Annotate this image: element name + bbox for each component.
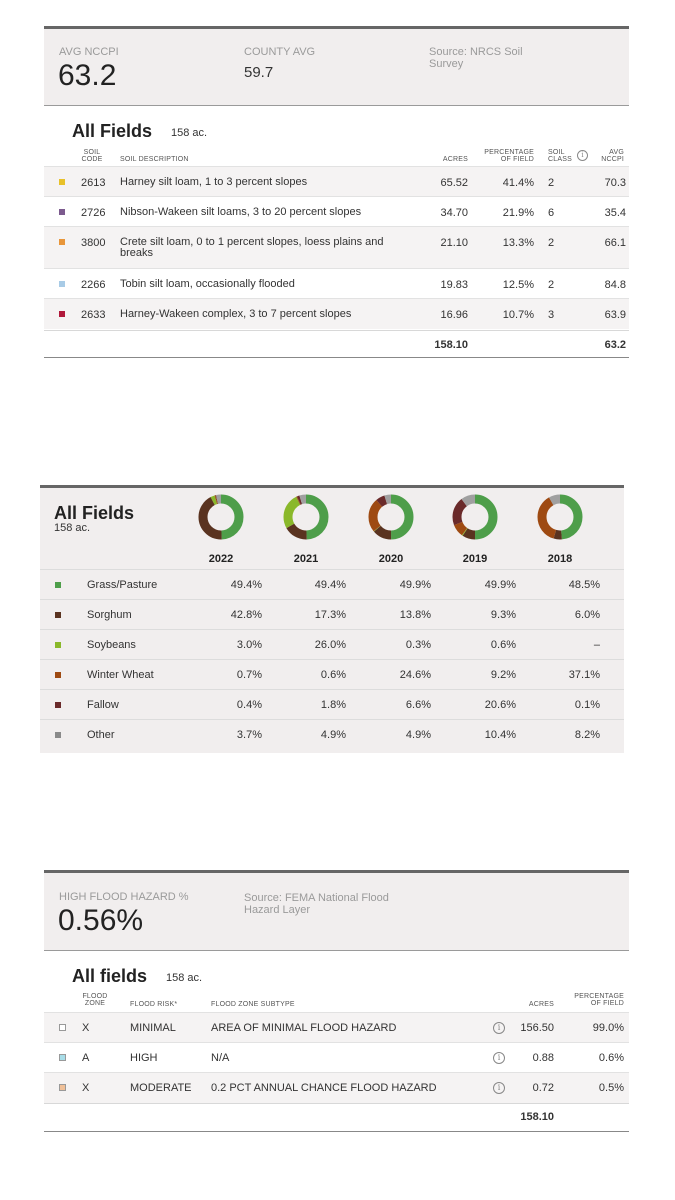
th-acres: ACRES [442,156,468,163]
soil-class: 2 [548,177,555,189]
crop-name: Grass/Pasture [87,579,158,591]
soil-source-text: Source: NRCS Soil Survey [429,46,523,70]
th-flood-acres: ACRES [528,1001,554,1008]
flood-risk: HIGH [130,1052,158,1064]
crop-value: 3.7% [236,729,262,741]
crop-value: 37.1% [568,669,600,681]
soil-color-swatch [59,239,65,245]
crop-value: 48.5% [568,579,600,591]
soil-description: Nibson-Wakeen silt loams, 3 to 20 percent slopes [120,206,362,218]
th-soil-class: SOIL CLASS [548,149,572,163]
soil-color-swatch [59,209,65,215]
crop-section-title: All Fields [54,503,135,523]
year-header: 2019 [462,553,488,565]
flood-acres: 0.88 [532,1052,554,1064]
soil-total-divider [44,330,629,331]
crop-value: 49.4% [314,579,346,591]
soil-code: 2266 [81,279,106,291]
flood-percentage: 0.6% [598,1052,624,1064]
th-flood-risk: FLOOD RISK* [130,1001,178,1008]
flood-subtype: 0.2 PCT ANNUAL CHANCE FLOOD HAZARD [211,1082,437,1094]
soil-avg-nccpi: 63.9 [604,309,626,321]
crop-row[interactable] [40,659,624,690]
flood-zone: A [82,1052,90,1064]
crop-row[interactable] [40,689,624,720]
soil-row[interactable] [44,268,629,299]
crop-color-swatch [55,612,61,618]
soil-acres: 19.83 [440,279,468,291]
avg-nccpi-label: AVG NCCPI [59,46,119,58]
flood-hazard-label: HIGH FLOOD HAZARD % [59,891,189,903]
year-header: 2021 [293,553,319,565]
crop-value: 49.9% [484,579,516,591]
flood-section-title: All fields [72,966,148,986]
soil-code: 3800 [81,237,106,249]
crop-value: 10.4% [484,729,516,741]
flood-total-acres: 158.10 [520,1111,554,1123]
crop-value: 4.9% [320,729,346,741]
soil-description: Harney silt loam, 1 to 3 percent slopes [120,176,308,188]
flood-total-divider [44,1103,629,1104]
flood-source-text: Source: FEMA National Flood Hazard Layer [244,892,389,916]
soil-total-acres: 158.10 [434,339,468,351]
crop-value: 42.8% [230,609,262,621]
avg-nccpi-value: 63.2 [58,59,117,92]
crop-history-panel [40,485,624,753]
flood-acres-label: 158 ac. [166,972,203,984]
crop-name: Other [87,729,115,741]
crop-name: Soybeans [87,639,136,651]
soil-row[interactable] [44,298,629,329]
soil-bottom-border [44,357,629,358]
soil-code: 2726 [81,207,106,219]
soil-avg-nccpi: 70.3 [604,177,626,189]
crop-value: 0.6% [320,669,346,681]
crop-value: 8.2% [574,729,600,741]
flood-acres: 0.72 [532,1082,554,1094]
donut-chart-2020[interactable] [367,493,415,541]
soil-acres: 16.96 [440,309,468,321]
soil-class: 6 [548,207,555,219]
soil-avg-nccpi: 35.4 [604,207,626,219]
soil-section-title: All Fields [72,121,153,141]
crop-color-swatch [55,732,61,738]
crop-row[interactable] [40,569,624,600]
soil-class: 3 [548,309,555,321]
crop-value: 1.8% [320,699,346,711]
soil-description: Crete silt loam, 0 to 1 percent slopes, loess plains and breaks [120,236,384,259]
th-avg-nccpi: AVG NCCPI [601,149,624,163]
flood-acres: 156.50 [520,1022,554,1034]
crop-value: 49.4% [230,579,262,591]
soil-color-swatch [59,311,65,317]
flood-row[interactable] [44,1012,629,1043]
soil-class-info-icon[interactable]: i [577,150,588,161]
donut-chart-2021[interactable] [282,493,330,541]
flood-risk: MINIMAL [130,1022,176,1034]
soil-color-swatch [59,179,65,185]
soil-percentage: 13.3% [502,237,534,249]
crop-value: 0.4% [236,699,262,711]
soil-code: 2613 [81,177,106,189]
crop-value: 20.6% [484,699,516,711]
crop-row[interactable] [40,599,624,630]
crop-value: 4.9% [405,729,431,741]
crop-value: 0.3% [405,639,431,651]
soil-acres: 21.10 [440,237,468,249]
soil-class: 2 [548,279,555,291]
soil-row[interactable] [44,196,629,227]
flood-panel [44,870,629,1123]
flood-hazard-value: 0.56% [58,904,144,937]
crop-value: – [593,639,600,651]
crop-row[interactable] [40,719,624,750]
donut-chart-2022[interactable] [197,493,245,541]
year-header: 2022 [208,553,234,565]
soil-percentage: 10.7% [502,309,534,321]
year-header: 2020 [378,553,404,565]
crop-value: 17.3% [314,609,346,621]
flood-risk: MODERATE [130,1082,192,1094]
soil-panel [44,26,629,351]
soil-summary-header [44,29,629,106]
crop-value: 9.3% [490,609,516,621]
crop-color-swatch [55,702,61,708]
crop-value: 6.6% [405,699,431,711]
flood-color-swatch [59,1054,66,1061]
th-soil-code: SOIL CODE [81,149,103,163]
flood-percentage: 99.0% [592,1022,624,1034]
county-avg-label: COUNTY AVG [244,46,316,58]
crop-value: 0.1% [574,699,600,711]
soil-percentage: 41.4% [502,177,534,189]
crop-color-swatch [55,642,61,648]
crop-value: 0.6% [490,639,516,651]
flood-row[interactable] [44,1072,629,1103]
flood-subtype: N/A [211,1052,230,1064]
flood-bottom-border [44,1131,629,1132]
flood-color-swatch [59,1084,66,1091]
soil-avg-nccpi: 84.8 [604,279,626,291]
th-flood-subtype: FLOOD ZONE SUBTYPE [211,1001,295,1008]
donut-chart-2018[interactable] [536,493,584,541]
flood-row[interactable] [44,1042,629,1073]
county-avg-value: 59.7 [244,64,274,81]
crop-color-swatch [55,672,61,678]
flood-zone: X [82,1082,90,1094]
soil-description: Harney-Wakeen complex, 3 to 7 percent slopes [120,308,352,320]
soil-total-nccpi: 63.2 [604,339,626,351]
th-flood-percentage: PERCENTAGE OF FIELD [574,993,624,1007]
flood-summary-header [44,873,629,951]
soil-percentage: 21.9% [502,207,534,219]
th-flood-zone: FLOOD ZONE [82,993,108,1007]
soil-row[interactable] [44,166,629,197]
donut-chart-2019[interactable] [451,493,499,541]
crop-value: 24.6% [399,669,431,681]
flood-zone: X [82,1022,90,1034]
flood-percentage: 0.5% [598,1082,624,1094]
th-percentage: PERCENTAGE OF FIELD [484,149,534,163]
soil-color-swatch [59,281,65,287]
soil-acres: 65.52 [440,177,468,189]
crop-name: Fallow [87,699,119,711]
soil-acres-label: 158 ac. [171,127,208,139]
crop-value: 49.9% [399,579,431,591]
soil-avg-nccpi: 66.1 [604,237,626,249]
crop-value: 6.0% [574,609,600,621]
crop-name: Winter Wheat [87,669,154,681]
crop-top-bar [40,485,624,488]
flood-info-icon[interactable]: i [493,1022,505,1034]
crop-value: 9.2% [490,669,516,681]
crop-color-swatch [55,582,61,588]
crop-value: 13.8% [399,609,431,621]
flood-info-icon[interactable]: i [493,1052,505,1064]
year-header: 2018 [547,553,573,565]
soil-class: 2 [548,237,555,249]
crop-acres-label: 158 ac. [54,522,91,534]
crop-row[interactable] [40,629,624,660]
th-soil-description: SOIL DESCRIPTION [120,156,189,163]
crop-value: 3.0% [236,639,262,651]
soil-code: 2633 [81,309,106,321]
soil-acres: 34.70 [440,207,468,219]
crop-value: 0.7% [236,669,262,681]
flood-color-swatch [59,1024,66,1031]
crop-value: 26.0% [314,639,346,651]
crop-name: Sorghum [87,609,132,621]
soil-description: Tobin silt loam, occasionally flooded [120,278,295,290]
soil-row[interactable] [44,226,629,269]
flood-subtype: AREA OF MINIMAL FLOOD HAZARD [211,1022,397,1034]
soil-percentage: 12.5% [502,279,534,291]
flood-info-icon[interactable]: i [493,1082,505,1094]
